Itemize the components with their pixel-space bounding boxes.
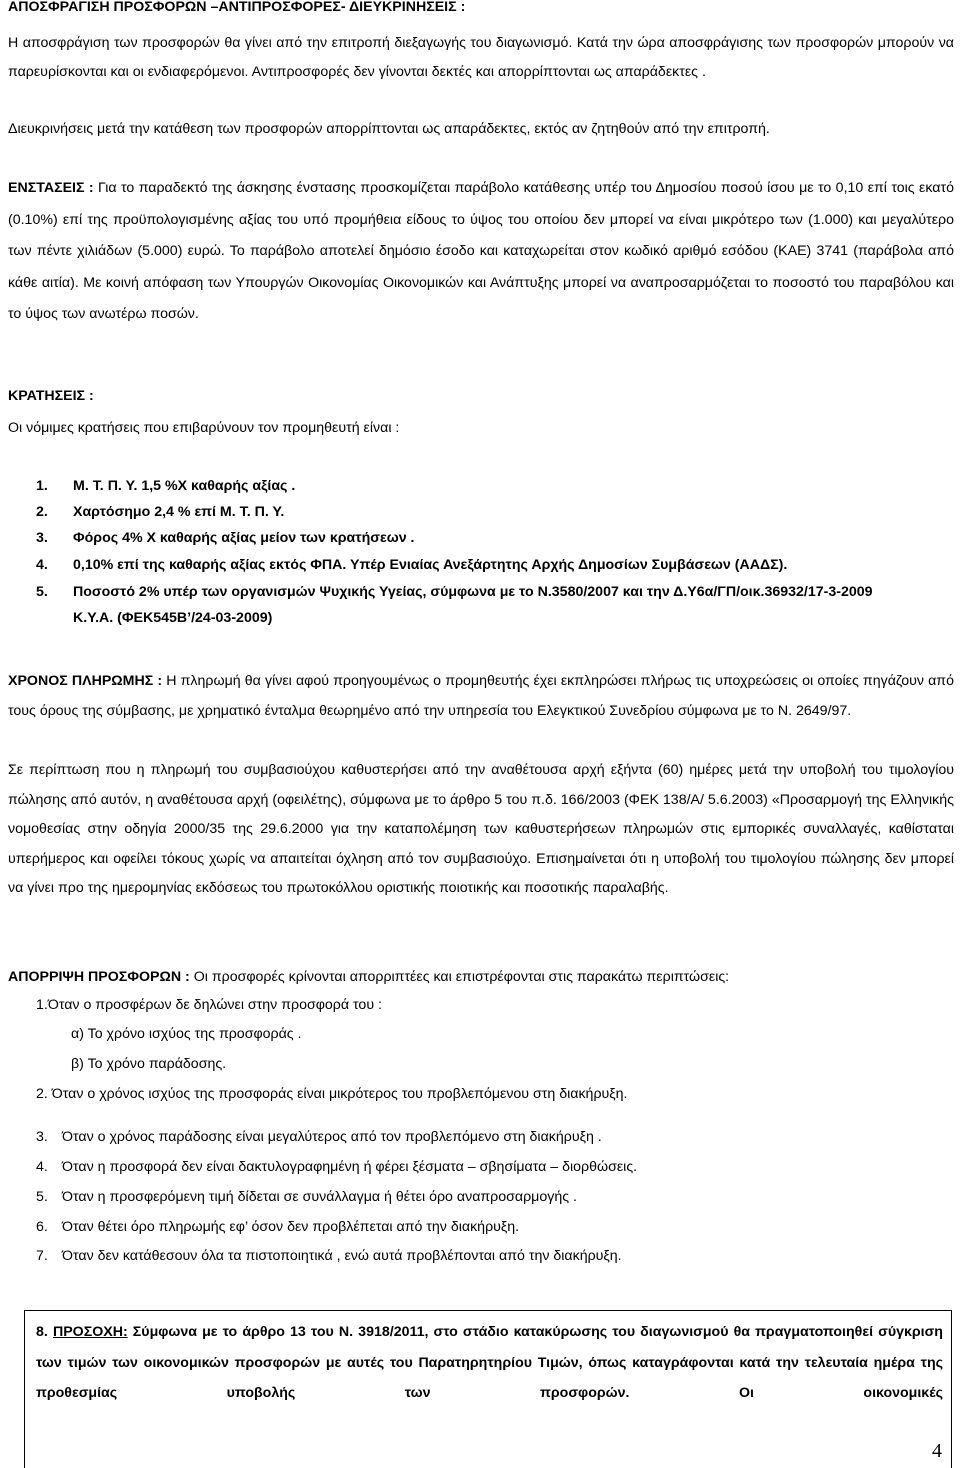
list-item-text: Όταν ο χρόνος παράδοσης είναι μεγαλύτερος από τον προβλεπόμενο στη διακήρυξη .: [62, 1129, 602, 1145]
list-item-number: 4.: [36, 1159, 48, 1175]
list-item-number: 2.: [36, 504, 48, 520]
payment-paragraph-1: [8, 667, 954, 726]
rejection-heading: ΑΠΟΡΡΙΨΗ ΠΡΟΣΦΟΡΩΝ :: [8, 969, 190, 985]
notice-content: [36, 1317, 943, 1409]
list-item-number: 4.: [36, 557, 48, 573]
list-item: 1.Όταν ο προσφέρων δε δηλώνει στην προσφορά του :: [36, 997, 382, 1013]
list-item-text: Όταν η προσφερόμενη τιμή δίδεται σε συνάλλαγμα ή θέτει όρο αναπροσαρμογής .: [62, 1189, 577, 1205]
list-item-text: Χαρτόσημο 2,4 % επί Μ. Τ. Π. Υ.: [73, 504, 285, 520]
rejection-intro: Οι προσφορές κρίνονται απορριπτέες και επιστρέφονται στις παρακάτω περιπτώσεις:: [193, 969, 730, 985]
notice-text: Σύμφωνα με το άρθρο 13 του Ν. 3918/2011, στο στάδιο κατακύρωσης του διαγωνισμού θα πραγματοποιηθεί σύγκριση των τιμών των οικονομικών προσφορών με αυτές του Παρατηρητηρίου Τιμών, όπως καταγράφονται κατά την τελευταία ημέρα της προθεσμίας υποβολής των προσφορών. Οι οικονομικές: [36, 1324, 943, 1401]
objections-heading: ΕΝΣΤΑΣΕΙΣ :: [8, 180, 94, 196]
opening-text: Η αποσφράγιση των προσφορών θα γίνει από την επιτροπή διεξαγωγής του διαγωνισμό. Κατά την ώρα αποσφράγισης των προσφορών μπορούν να παρευρίσκονται και οι ενδιαφερόμενοι. Αντιπροσφορές δεν γίνονται δεκτές και απορρίπτονται ως απαράδεκτες .: [8, 35, 954, 80]
payment-paragraph-2: Σε περίπτωση που η πληρωμή του συμβασιούχου καθυστερήσει από την αναθέτουσα αρχή εξήντα (60) ημέρες μετά την υποβολή του τιμολογίου πώλησης από αυτόν, η αναθέτουσα αρχή (οφειλέτης), σύμφωνα με το άρθρο 5 του π.δ. 166/2003 (ΦΕΚ 138/Α/ 5.6.2003) «Προσαρμογή της Ελληνικής νομοθεσίας στην οδηγία 2000/35 της 29.6.2000 για την καταπολέμηση των καθυστερήσεων πληρωμών στις εμπορικές συναλλαγές, καθίσταται υπερήμερος και οφείλει τόκους χωρίς να απαιτείται όχληση από τον συμβασιούχο. Επισημαίνεται ότι η υποβολή του τιμολογίου πώλησης δεν μπορεί να γίνει προ της ημερομηνίας εκδόσεως του πρωτοκόλλου οριστικής ποιοτικής και ποσοτικής παραλαβής.: [8, 762, 954, 896]
list-item-number: 3.: [36, 1129, 48, 1145]
opening-heading: ΑΠΟΣΦΡΑΓΙΣΗ ΠΡΟΣΦΟΡΩΝ –ΑΝΤΙΠΡΟΣΦΟΡΕΣ- ΔΙΕΥΚΡΙΝΗΣΕΙΣ :: [8, 0, 466, 15]
withholdings-intro: Οι νόμιμες κρατήσεις που επιβαρύνουν τον προμηθευτή είναι :: [8, 420, 400, 436]
rejection-paragraph: [8, 967, 954, 987]
objections-text: Για το παραδεκτό της άσκησης ένστασης προσκομίζεται παράβολο κατάθεσης υπέρ του Δημοσίου ποσού ίσου με το 0,10 επί τοις εκατό (0.10%) επί της προϋπολογισμένης αξίας του υπό προμήθεια είδους το ύψος του οποίου δεν μπορεί να είναι μικρότερο των (1.000) και μεγαλύτερο των πέντε χιλιάδων (5.000) ευρώ. Το παράβολο αποτελεί δημόσιο έσοδο και καταχωρείται στον κωδικό αριθμό εσόδου (ΚΑΕ) 3741 (παράβολα από κάθε αιτία). Με κοινή απόφαση των Υπουργών Οικονομίας Οικονομικών και Ανάπτυξης μπορεί να αναπροσαρμόζεται το ποσοστό του παραβόλου και το ύψος των ανωτέρω ποσών.: [8, 180, 954, 322]
objections-paragraph: [8, 173, 954, 331]
list-item-text: Κ.Υ.Α. (ΦΕΚ545Β’/24-03-2009): [73, 610, 273, 626]
list-item-text: 0,10% επί της καθαρής αξίας εκτός ΦΠΑ. Υπέρ Ενιαίας Ανεξάρτητης Αρχής Δημοσίων Συμβάσεων (ΑΑΔΣ).: [73, 557, 788, 573]
list-item-text: Όταν η προσφορά δεν είναι δακτυλογραφημένη ή φέρει ξέσματα – σβησίματα – διορθώσεις.: [62, 1159, 638, 1175]
withholdings-heading: ΚΡΑΤΗΣΕΙΣ :: [8, 388, 94, 404]
list-item-sub: β) Το χρόνο παράδοσης.: [71, 1056, 227, 1072]
notice-number: 8.: [36, 1324, 48, 1340]
list-item-text: Όταν δεν κατάθεσουν όλα τα πιστοποιητικά , ενώ αυτά προβλέπονται από την διακήρυξη.: [62, 1248, 622, 1264]
list-item-number: 5.: [36, 1189, 48, 1205]
list-item-number: 1.: [36, 478, 48, 494]
list-item-text: Ποσοστό 2% υπέρ των οργανισμών Ψυχικής Υγείας, σύμφωνα με το Ν.3580/2007 και την Δ.Υ6α/ΓΠ/οικ.36932/17-3-2009: [73, 584, 873, 600]
payment-text-1: Η πληρωμή θα γίνει αφού προηγουμένως ο προμηθευτής έχει εκπληρώσει πλήρως τις υποχρεώσεις οι οποίες πηγάζουν από τους όρους της σύμβασης, με χρηματικό ένταλμα θεωρημένο από την υπηρεσία του Ελεγκτικού Συνεδρίου σύμφωνα με το Ν. 2649/97.: [8, 673, 954, 719]
list-item: 2. Όταν ο χρόνος ισχύος της προσφοράς είναι μικρότερος του προβλεπόμενου στη διακήρυξη.: [36, 1086, 628, 1102]
list-item-number: 6.: [36, 1219, 48, 1235]
payment-heading: ΧΡΟΝΟΣ ΠΛΗΡΩΜΗΣ :: [8, 673, 163, 689]
list-item-text: Μ. Τ. Π. Υ. 1,5 %Χ καθαρής αξίας .: [73, 478, 296, 494]
clarifications-text: Διευκρινήσεις μετά την κατάθεση των προσφορών απορρίπτονται ως απαράδεκτες, εκτός αν ζητηθούν από την επιτροπή.: [8, 121, 770, 137]
list-item-text: Φόρος 4% Χ καθαρής αξίας μείον των κρατήσεων .: [73, 530, 415, 546]
page-number: 4: [932, 1440, 942, 1462]
list-item-text: Όταν θέτει όρο πληρωμής εφ’ όσον δεν προβλέπεται από την διακήρυξη.: [62, 1219, 520, 1235]
list-item-number: 3.: [36, 530, 48, 546]
list-item-number: 7.: [36, 1248, 48, 1264]
list-item-sub: α) Το χρόνο ισχύος της προσφοράς .: [71, 1026, 302, 1042]
notice-box: [24, 1310, 952, 1468]
notice-label: ΠΡΟΣΟΧΗ:: [52, 1324, 128, 1340]
list-item-number: 5.: [36, 584, 48, 600]
